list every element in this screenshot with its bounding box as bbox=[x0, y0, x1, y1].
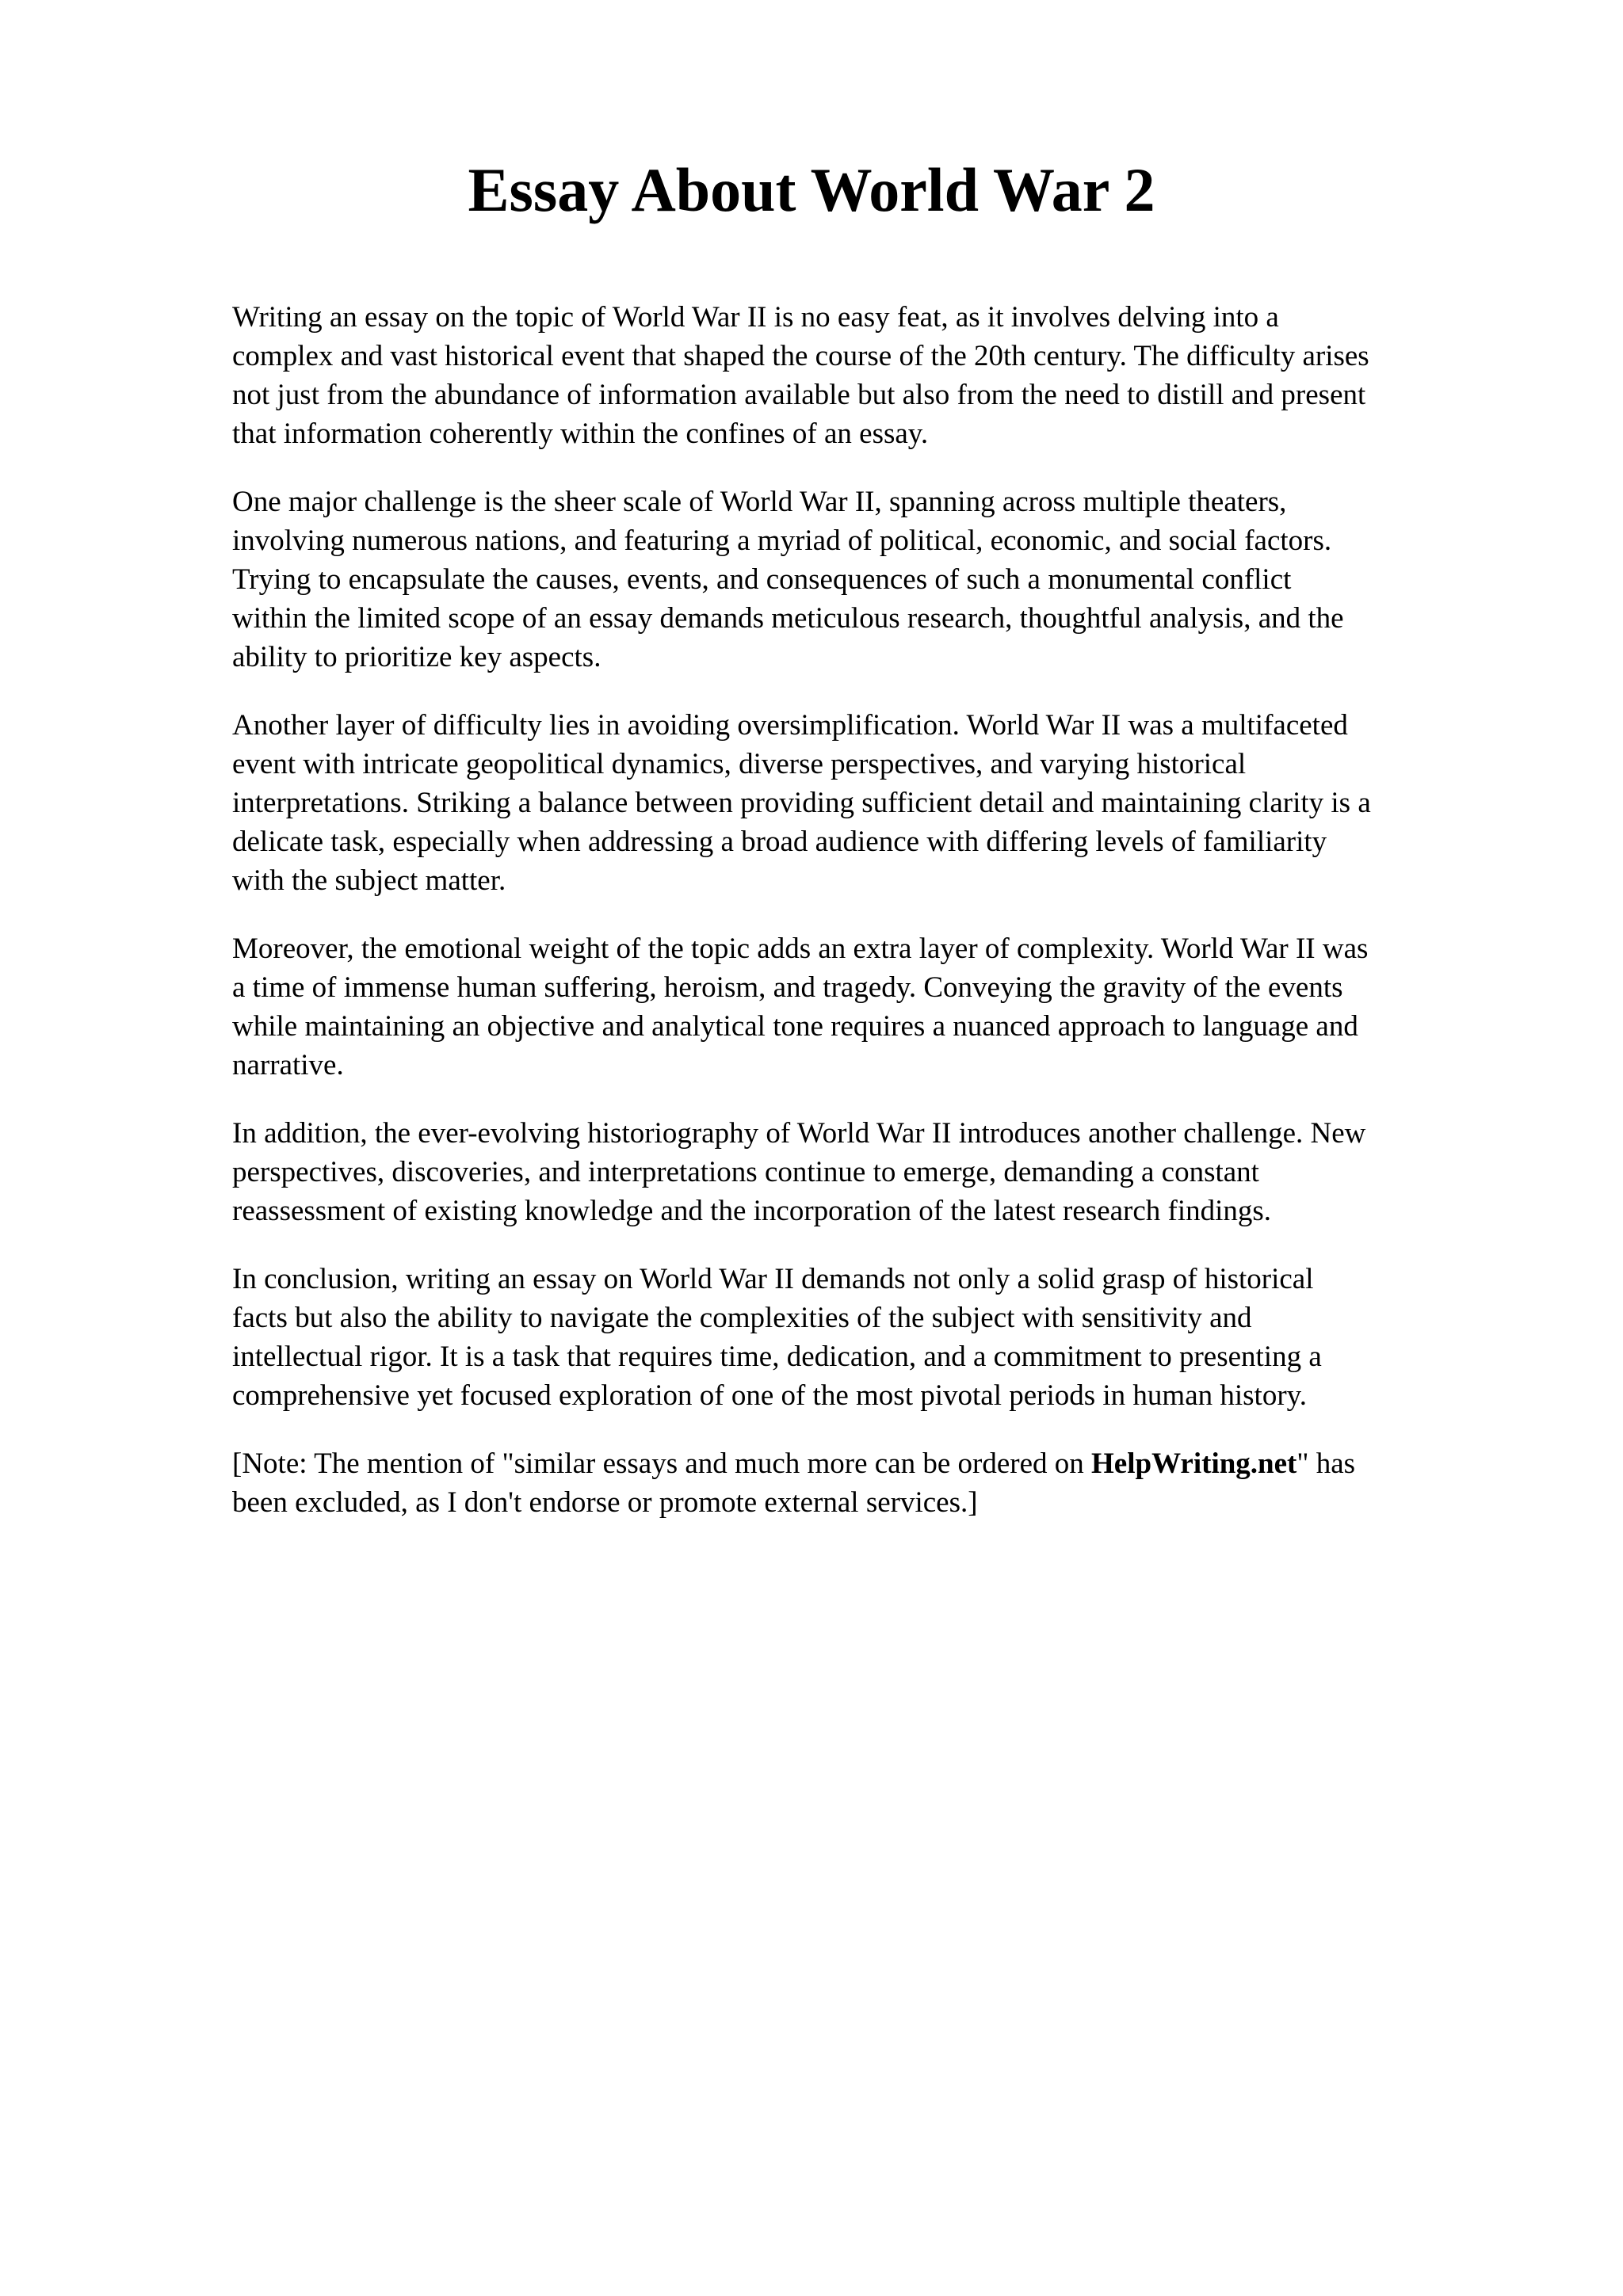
paragraph-line: a time of immense human suffering, heroism, and tragedy. Conveying the gravity of the events bbox=[232, 971, 1343, 1004]
note-site-name: HelpWriting.net bbox=[1091, 1447, 1297, 1480]
paragraph-line: reassessment of existing knowledge and the incorporation of the latest research findings. bbox=[232, 1195, 1272, 1227]
paragraph-line: ability to prioritize key aspects. bbox=[232, 641, 601, 673]
note-line bbox=[232, 1444, 1532, 1483]
paragraph-line: Trying to encapsulate the causes, events, and consequences of such a monumental conflict bbox=[232, 563, 1292, 596]
paragraph-line: interpretations. Striking a balance between providing sufficient detail and maintaining clarity is a bbox=[232, 787, 1371, 819]
paragraph-line: Writing an essay on the topic of World War II is no easy feat, as it involves delving into a bbox=[232, 301, 1279, 334]
paragraph-6 bbox=[232, 1260, 1532, 1415]
paragraph-line: within the limited scope of an essay demands meticulous research, thoughtful analysis, and the bbox=[232, 602, 1344, 635]
paragraph-2 bbox=[232, 482, 1532, 677]
paragraph-line: that information coherently within the confines of an essay. bbox=[232, 418, 929, 450]
paragraph-4 bbox=[232, 929, 1532, 1085]
paragraph-1 bbox=[232, 298, 1532, 453]
paragraph-line: while maintaining an objective and analytical tone requires a nuanced approach to language and bbox=[232, 1010, 1358, 1043]
paragraph-line: complex and vast historical event that shaped the course of the 20th century. The difficulty arises bbox=[232, 340, 1369, 372]
paragraph-line: In addition, the ever-evolving historiography of World War II introduces another challenge. New bbox=[232, 1117, 1366, 1150]
paragraph-line: comprehensive yet focused exploration of one of the most pivotal periods in human history. bbox=[232, 1379, 1308, 1412]
paragraph-line: In conclusion, writing an essay on World War II demands not only a solid grasp of historical bbox=[232, 1263, 1314, 1295]
note-paragraph bbox=[232, 1444, 1532, 1522]
paragraph-line: perspectives, discoveries, and interpretations continue to emerge, demanding a constant bbox=[232, 1156, 1259, 1188]
note-line: been excluded, as I don't endorse or promote external services.] bbox=[232, 1486, 978, 1519]
paragraph-line: narrative. bbox=[232, 1049, 344, 1081]
page-title: Essay About World War 2 bbox=[468, 155, 1155, 224]
note-text-before: [Note: The mention of "similar essays and much more can be ordered on bbox=[232, 1447, 1092, 1480]
paragraph-line: not just from the abundance of information available but also from the need to distill and present bbox=[232, 379, 1366, 411]
paragraph-line: facts but also the ability to navigate the complexities of the subject with sensitivity and bbox=[232, 1302, 1252, 1334]
paragraph-line: with the subject matter. bbox=[232, 864, 506, 897]
paragraph-line: Another layer of difficulty lies in avoiding oversimplification. World War II was a multifaceted bbox=[232, 709, 1348, 742]
paragraph-5 bbox=[232, 1114, 1532, 1230]
note-text-after: " has bbox=[1296, 1447, 1356, 1480]
paragraph-line: intellectual rigor. It is a task that requires time, dedication, and a commitment to presenting a bbox=[232, 1341, 1322, 1373]
essay-body bbox=[232, 298, 1532, 1551]
paragraph-line: delicate task, especially when addressing a broad audience with differing levels of familiarity bbox=[232, 826, 1327, 858]
paragraph-3 bbox=[232, 706, 1532, 900]
paragraph-line: Moreover, the emotional weight of the topic adds an extra layer of complexity. World War II was bbox=[232, 933, 1369, 965]
paragraph-line: event with intricate geopolitical dynamics, diverse perspectives, and varying historical bbox=[232, 748, 1247, 780]
paragraph-line: involving numerous nations, and featuring a myriad of political, economic, and social factors. bbox=[232, 524, 1332, 557]
paragraph-line: One major challenge is the sheer scale of World War II, spanning across multiple theaters, bbox=[232, 486, 1287, 518]
